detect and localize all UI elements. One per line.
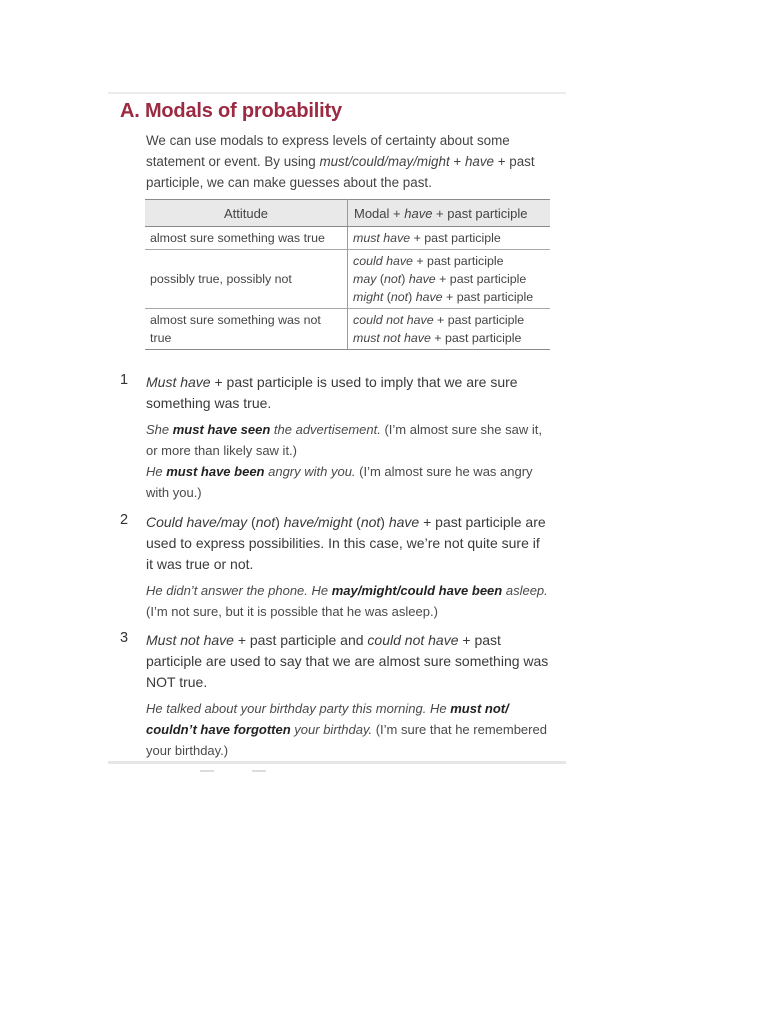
intro-text-italic: have [464,154,494,169]
rule-italic: Must not have [146,632,234,648]
modal-italic: not [390,290,409,304]
rule-italic: not [255,514,276,530]
modal-text: + past participle [430,331,522,345]
item-number: 3 [120,630,129,646]
modal-text: + past participle [442,290,534,304]
example-italic: He [146,464,167,479]
example-italic: He talked about your birthday party this morning. He [146,701,451,716]
rule-span: ( [352,514,361,530]
attitude-cell: possibly true, possibly not [145,250,348,309]
rule-span: ) [380,514,389,530]
intro-text: We can use modals to express levels of certainty about some statement or event. By using [146,133,510,169]
example-bold: must have been [166,464,265,479]
rule-text [146,372,550,414]
rule-span: + past participle is used to imply that we are sure something was true. [146,374,518,411]
modal-line [353,252,545,270]
example-note: (I’m not sure, but it is possible that he was asleep.) [146,604,438,619]
example-note: (I’m almost sure he was angry with you.) [146,464,533,500]
section-title: A. Modals of probability [120,100,342,122]
header-text-italic: have [404,205,433,221]
intro-text-italic: must/could/may/might [319,154,450,169]
example-sentence [146,580,550,622]
modal-text: + past participle [433,313,525,327]
example-italic: He didn’t answer the phone. He [146,583,332,598]
example-italic: the advertisement. [270,422,381,437]
attitude-cell: almost sure something was not true [145,309,348,350]
item-number: 2 [120,512,129,528]
table-row [145,309,550,350]
modal-cell [348,227,551,250]
intro-paragraph [146,130,546,193]
item-number: 1 [120,372,129,388]
example-sentence [146,698,550,761]
rule-italic: Must have [146,374,211,390]
example-sentence [146,419,550,503]
modal-line [353,288,545,306]
modal-text: + past participle [410,231,501,245]
modal-text: ( [376,272,384,286]
footer-mark [200,770,214,772]
page-bottom-divider [108,761,566,764]
rule-item [120,630,550,761]
rule-italic: Could have/may [146,514,248,530]
example-italic: She [146,422,173,437]
rule-text [146,630,550,693]
modal-italic: might [353,290,384,304]
footer-mark [252,770,266,772]
modal-italic: not [384,272,402,286]
modal-italic: could have [353,254,413,268]
modals-table [145,199,550,350]
header-attitude: Attitude [145,200,348,227]
modal-text: ) [401,272,409,286]
attitude-cell: almost sure something was true [145,227,348,250]
modal-italic: may [353,272,377,286]
rule-text [146,512,550,575]
modal-cell [348,309,551,350]
table-row [145,227,550,250]
rule-italic: have [388,514,420,530]
modal-text: ( [383,290,391,304]
rule-item [120,372,550,503]
table-row [145,250,550,309]
modal-text: ) [408,290,416,304]
rule-italic: not [360,514,381,530]
intro-text: + [449,154,465,169]
intro-text: + past participle, we can make guesses about the past. [146,154,535,190]
modal-line [353,270,545,288]
example-italic: angry with you. [264,464,356,479]
example-italic: asleep. [502,583,548,598]
modal-italic: must have [353,231,411,245]
modal-text: + past participle [435,272,527,286]
modal-cell [348,250,551,309]
table-header-row [145,200,550,227]
modal-italic: have [408,272,436,286]
rule-span: + past participle are used to say that we are almost sure something was NOT true. [146,632,549,690]
modal-italic: have [415,290,443,304]
rule-item [120,512,550,622]
header-modal [348,200,551,227]
rule-italic: could not have [367,632,459,648]
document-page [108,92,566,764]
example-bold: must have seen [172,422,271,437]
modal-line [353,311,545,329]
rule-span: ) [275,514,284,530]
rule-span: ( [247,514,256,530]
example-bold: must not/ couldn’t have forgotten [146,701,509,737]
header-text: + past participle [432,205,528,221]
example-note: (I’m almost sure she saw it, or more than likely saw it.) [146,422,542,458]
example-italic: your birthday. [290,722,373,737]
example-note: (I’m sure that he remembered your birthday.) [146,722,547,758]
modal-italic: could not have [353,313,434,327]
example-bold: may/might/could have been [331,583,503,598]
header-text: Modal + [354,205,405,221]
modal-italic: must not have [353,331,431,345]
modal-line [353,329,545,347]
modal-text: + past participle [412,254,504,268]
rule-italic: have/might [283,514,353,530]
rule-span: + past participle and [233,632,368,648]
rule-span: + past participle are used to express possibilities. In this case, we’re not quite sure if it was true or not. [146,514,546,572]
